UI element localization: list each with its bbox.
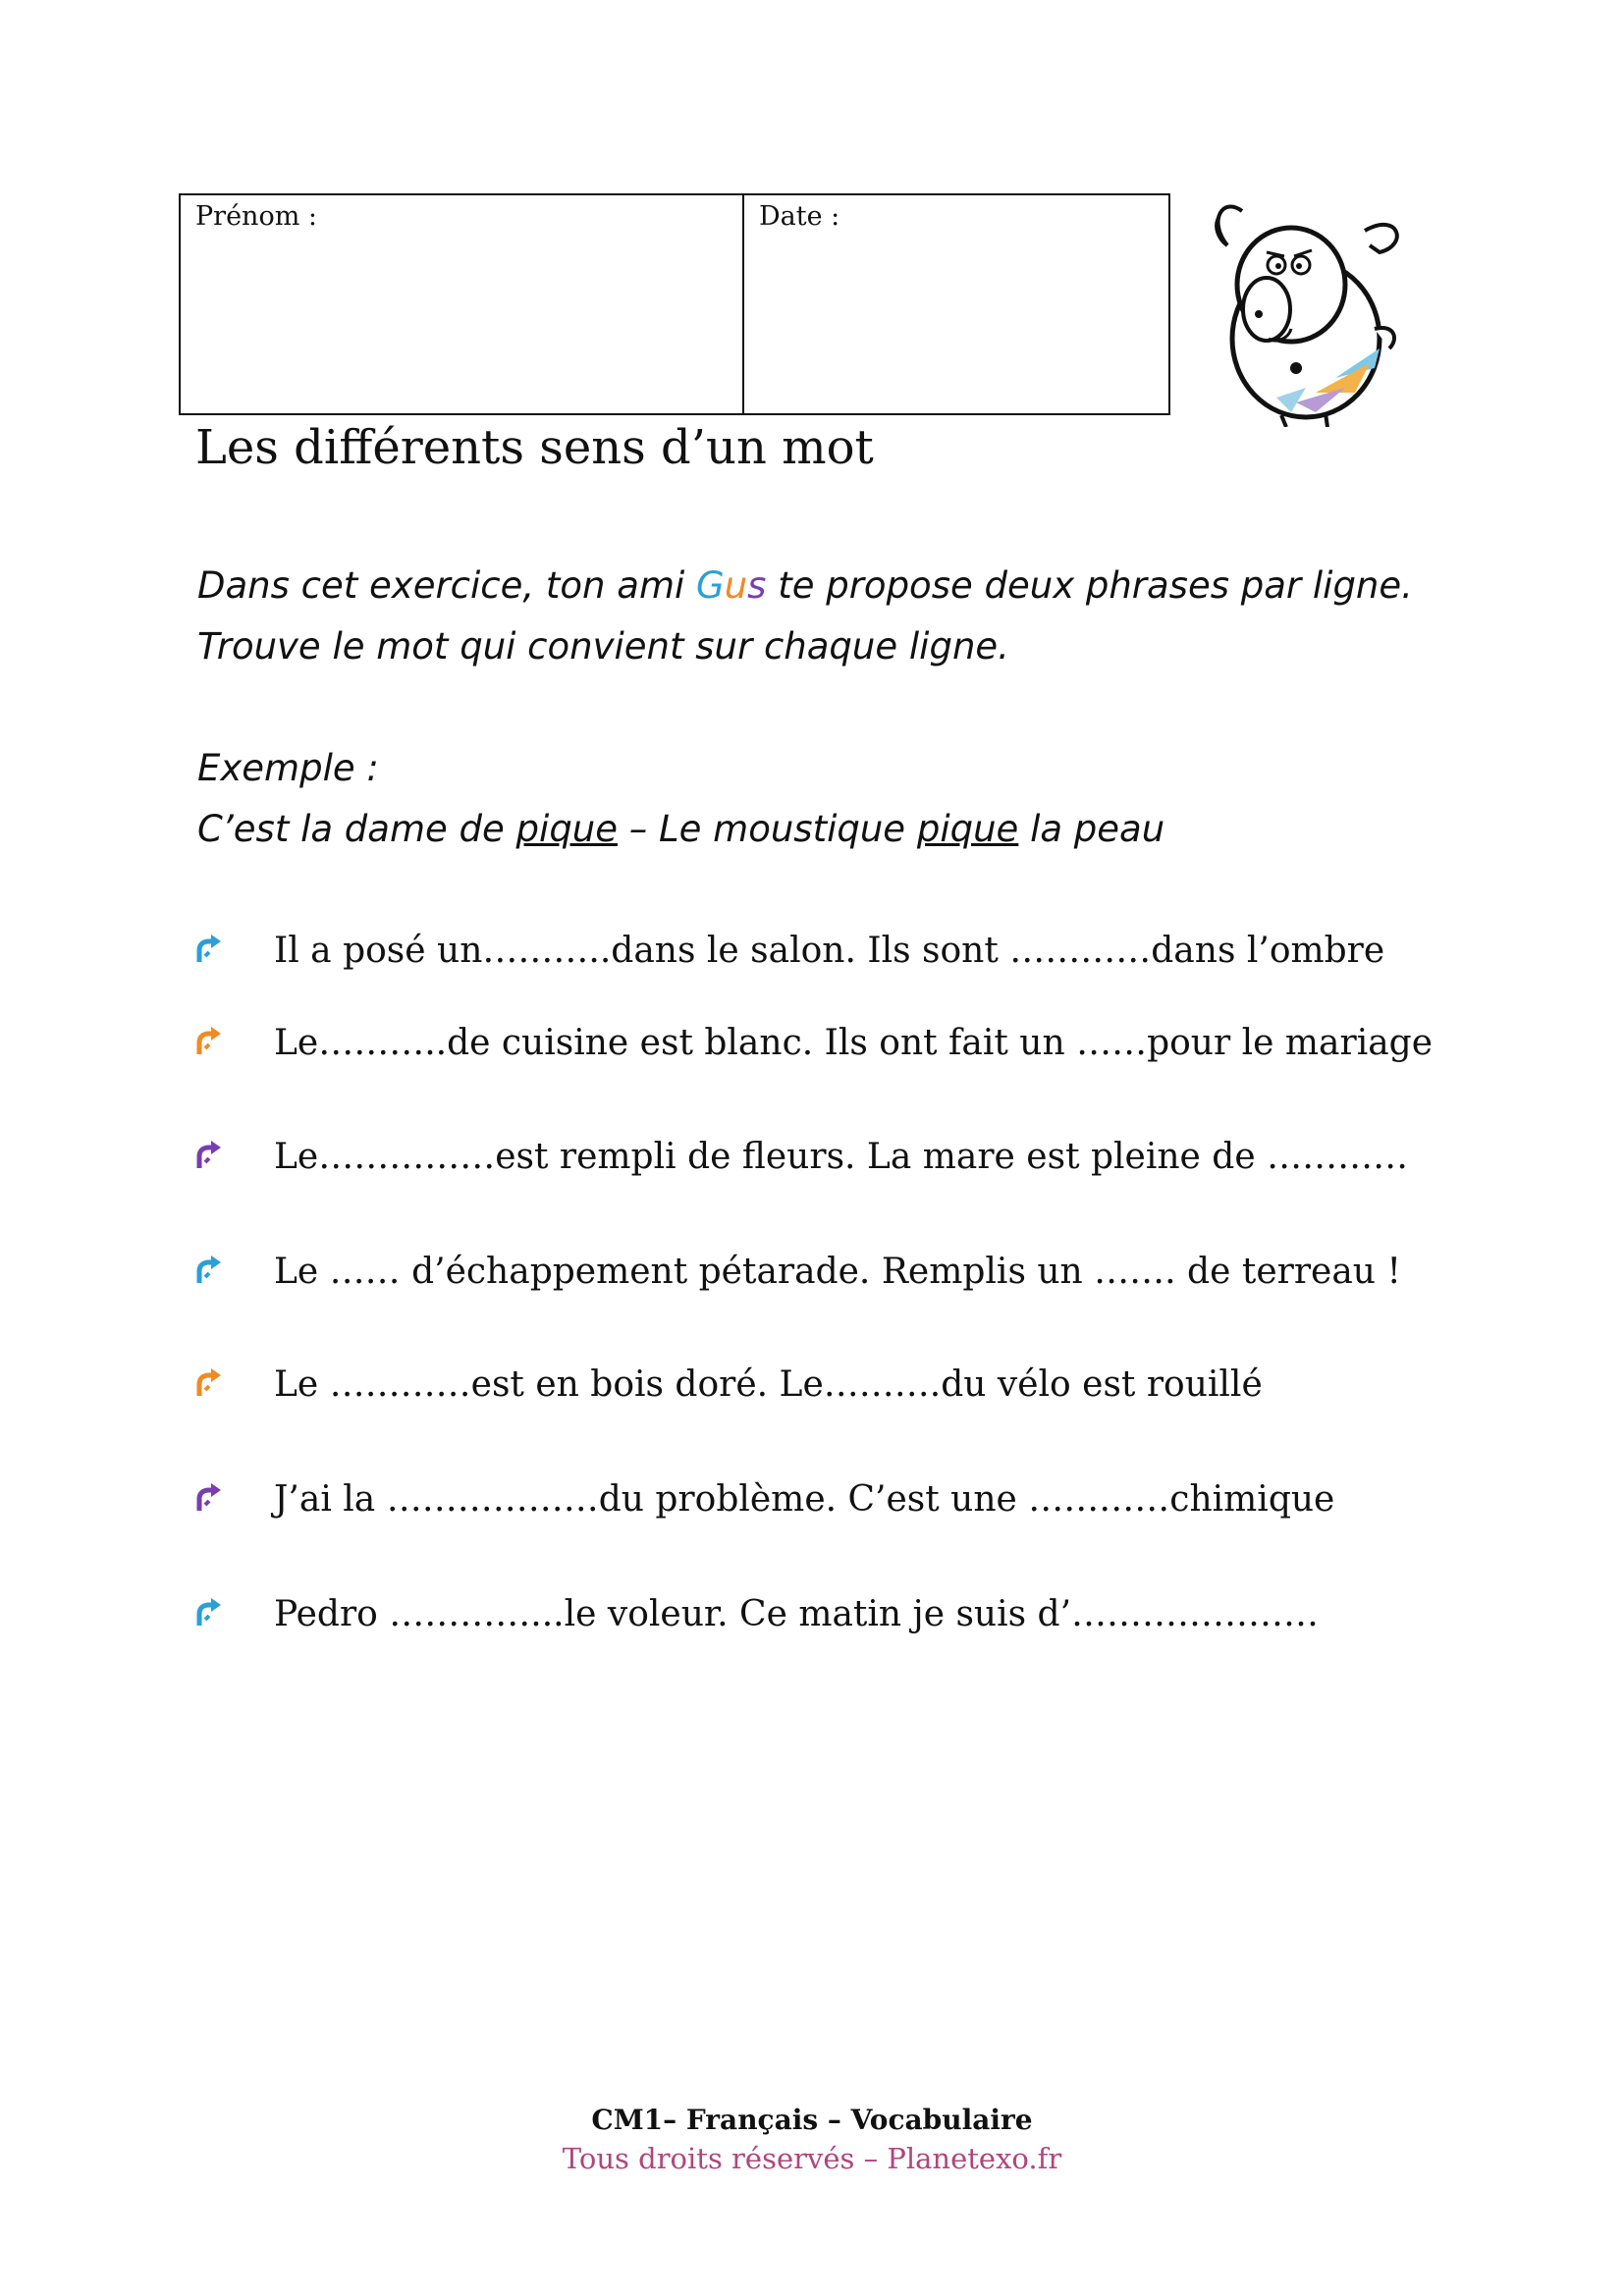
curved-arrow-icon bbox=[191, 1481, 227, 1517]
footer-copyright: Tous droits réservés – Planetexo.fr bbox=[562, 2142, 1062, 2175]
list-item bbox=[191, 1469, 1335, 1528]
example-word-2: pique bbox=[916, 808, 1019, 850]
item-text: Pedro …………...le voleur. Ce matin je suis d’………………… bbox=[274, 1593, 1320, 1634]
example-part-1: C’est la dame de bbox=[197, 808, 516, 850]
curved-arrow-icon bbox=[191, 1366, 227, 1402]
item-text: Il a posé un………..dans le salon. Ils sont …………dans l’ombre bbox=[274, 930, 1385, 971]
list-item bbox=[191, 1242, 1401, 1301]
example-sentence bbox=[197, 799, 1474, 860]
sheep-mascot-icon bbox=[1198, 191, 1414, 427]
list-item bbox=[191, 1013, 1434, 1072]
curved-arrow-icon bbox=[191, 1139, 227, 1174]
item-text: Le …… d’échappement pétarade. Remplis un ……. de terreau ! bbox=[274, 1251, 1401, 1292]
example-block bbox=[197, 738, 1474, 860]
item-text: J’ai la ………………du problème. C’est une …………chimique bbox=[274, 1478, 1335, 1520]
example-part-2: – Le moustique bbox=[618, 808, 917, 850]
name-label: Prénom : bbox=[195, 201, 317, 232]
instructions bbox=[197, 556, 1474, 677]
page-title: Les différents sens d’un mot bbox=[195, 420, 874, 475]
example-part-3: la peau bbox=[1018, 808, 1165, 850]
list-item bbox=[191, 1355, 1263, 1414]
list-item bbox=[191, 1127, 1409, 1186]
example-word-1: pique bbox=[515, 808, 619, 850]
list-item bbox=[191, 921, 1385, 980]
instructions-text-1: Dans cet exercice, ton ami bbox=[197, 564, 697, 607]
gus-letter-u: u bbox=[724, 564, 748, 607]
item-text: Le……………est rempli de fleurs. La mare est pleine de ………… bbox=[274, 1136, 1409, 1177]
curved-arrow-icon bbox=[191, 933, 227, 968]
gus-letter-g: G bbox=[696, 564, 725, 607]
name-cell[interactable] bbox=[181, 195, 744, 413]
gus-letter-s: s bbox=[747, 564, 767, 607]
item-text: Le………..de cuisine est blanc. Ils ont fait un ……pour le mariage bbox=[274, 1022, 1434, 1063]
curved-arrow-icon bbox=[191, 1025, 227, 1060]
header-table bbox=[179, 193, 1170, 415]
item-text: Le …………est en bois doré. Le……….du vélo est rouillé bbox=[274, 1363, 1263, 1405]
instructions-text-2: te propose deux phrases par ligne. Trouve le mot qui convient sur chaque ligne. bbox=[197, 564, 1413, 667]
footer-subject: CM1– Français – Vocabulaire bbox=[591, 2104, 1033, 2136]
list-item bbox=[191, 1584, 1320, 1643]
example-label: Exemple : bbox=[197, 747, 379, 789]
date-label: Date : bbox=[759, 201, 840, 232]
curved-arrow-icon bbox=[191, 1596, 227, 1631]
curved-arrow-icon bbox=[191, 1254, 227, 1289]
date-cell[interactable] bbox=[744, 195, 1168, 413]
